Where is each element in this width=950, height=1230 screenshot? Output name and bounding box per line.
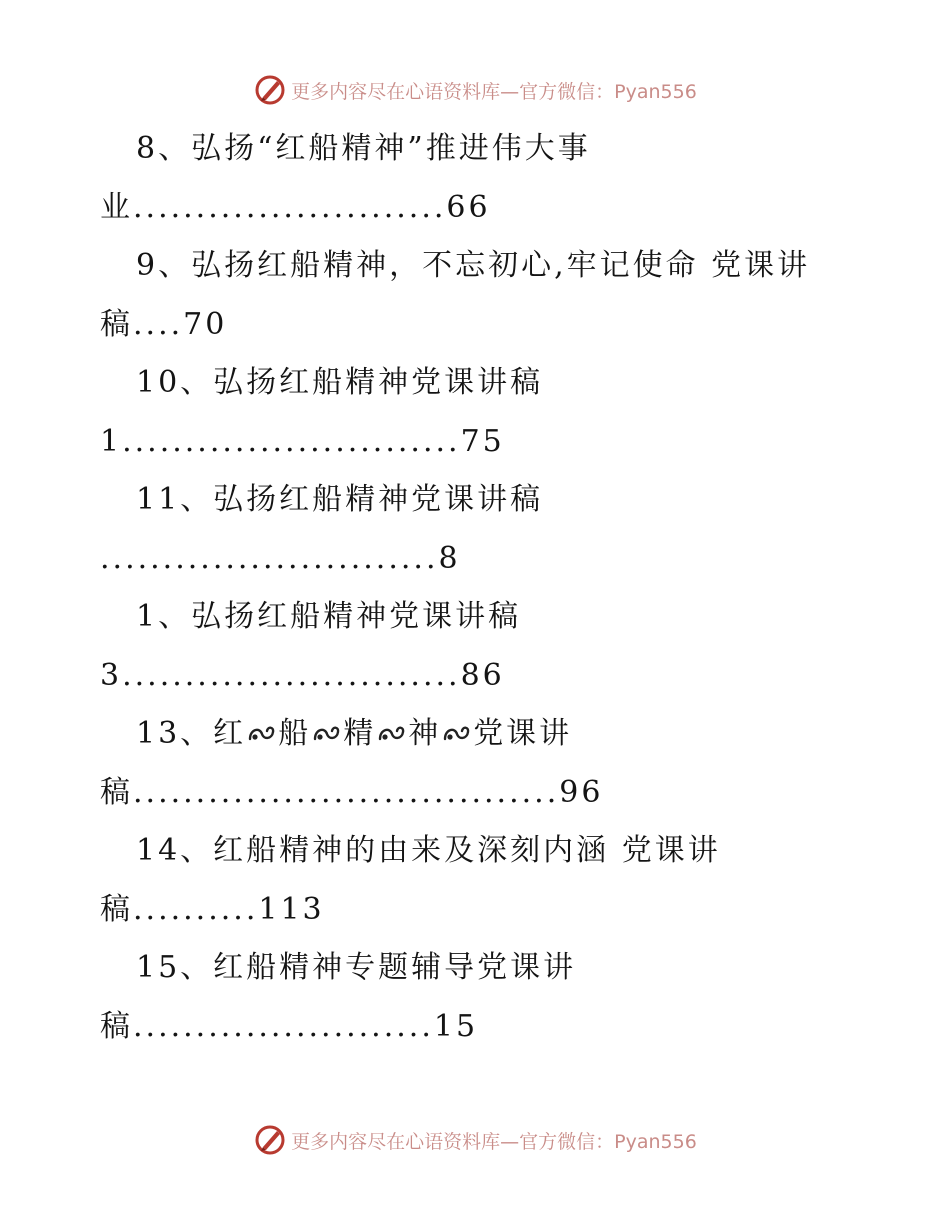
watermark-brand: 更多内容尽在心语资料库	[291, 80, 501, 103]
ornament-icon	[247, 723, 277, 745]
watermark-header	[0, 72, 950, 108]
toc-entry-title: 1、弘扬红船精神党课讲稿	[136, 599, 522, 634]
toc-entry-title: 9、弘扬红船精神，不忘初心,牢记使命 党课讲	[136, 248, 811, 283]
toc-entry-title-ornamented	[100, 705, 900, 764]
toc-entry-page: 稿....70	[100, 306, 228, 342]
toc-title-part: 精	[343, 716, 377, 751]
watermark-official: —官方微信：Pyan556	[500, 1130, 697, 1153]
toc-entry-page: ...........................8	[100, 540, 461, 576]
toc-entry-title: 10、弘扬红船精神党课讲稿	[136, 365, 544, 400]
toc-entry-title: 8、弘扬“红船精神”推进伟大事	[136, 131, 591, 166]
toc-entry-page: 稿..........113	[100, 891, 325, 927]
toc-entry-title: 14、红船精神的由来及深刻内涵 党课讲	[136, 833, 721, 868]
toc-entry-page: 稿........................15	[100, 1008, 479, 1044]
toc-title-part: 船	[278, 716, 312, 751]
toc-entry-title: 11、弘扬红船精神党课讲稿	[136, 482, 544, 517]
watermark-brand: 更多内容尽在心语资料库	[291, 1130, 501, 1153]
toc-entry-page: 1...........................75	[100, 423, 505, 459]
toc-entry-page: 业.........................66	[100, 189, 491, 225]
ornament-icon	[442, 723, 472, 745]
watermark-official: —官方微信：Pyan556	[500, 80, 697, 103]
pen-logo-icon	[253, 1123, 287, 1157]
toc-title-part: 神	[408, 716, 442, 751]
toc-entry-page: 稿..................................96	[100, 774, 604, 810]
table-of-contents	[100, 120, 900, 1056]
toc-title-part: 13、红	[136, 716, 247, 751]
toc-title-part: 党课讲	[473, 716, 573, 751]
ornament-icon	[312, 723, 342, 745]
watermark-footer	[0, 1122, 950, 1158]
pen-logo-icon	[253, 73, 287, 107]
toc-entry-page: 3...........................86	[100, 657, 505, 693]
toc-entry-title: 15、红船精神专题辅导党课讲	[136, 950, 577, 985]
ornament-icon	[377, 723, 407, 745]
